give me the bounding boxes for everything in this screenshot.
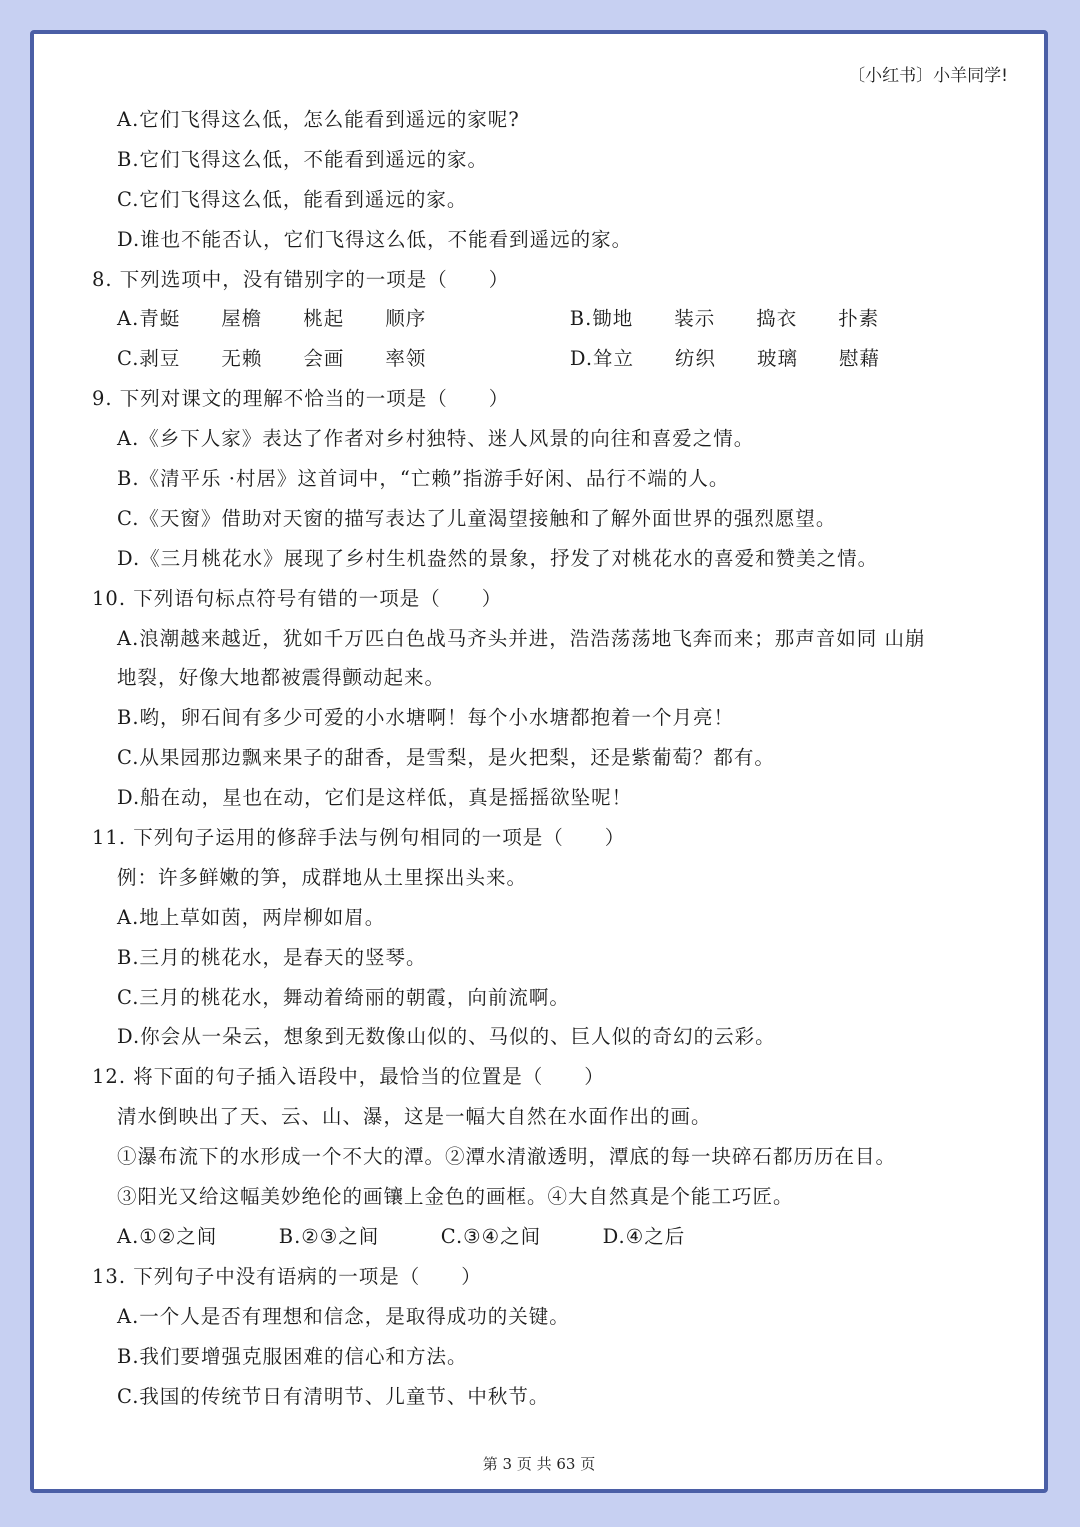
example-line: 例：许多鲜嫩的笋，成群地从土里探出头来。 <box>117 865 528 889</box>
option-line: A.浪潮越来越近，犹如千万匹白色战马齐头并进，浩浩荡荡地飞奔而来；那声音如同 山崩 <box>117 626 926 650</box>
option-line: C.从果园那边飘来果子的甜香，是雪梨，是火把梨，还是紫葡萄？都有。 <box>117 746 775 770</box>
option-line: D.《三月桃花水》展现了乡村生机盎然的景象，抒发了对桃花水的喜爱和赞美之情。 <box>117 546 879 570</box>
question-8: 8. 下列选项中，没有错别字的一项是（ ） <box>92 267 510 291</box>
option-line: C.三月的桃花水，舞动着绮丽的朝霞，向前流啊。 <box>117 985 570 1009</box>
option-line: B.我们要增强克服困难的信心和方法。 <box>117 1344 468 1368</box>
question-10: 10. 下列语句标点符号有错的一项是（ ） <box>92 586 503 610</box>
option-line: B.三月的桃花水，是春天的竖琴。 <box>117 945 427 969</box>
option-line: C.我国的传统节日有清明节、儿童节、中秋节。 <box>117 1384 550 1408</box>
option-line: D.船在动，星也在动，它们是这样低，真是摇摇欲坠呢！ <box>117 786 633 810</box>
question-9: 9. 下列对课文的理解不恰当的一项是（ ） <box>92 387 510 411</box>
option-line: B.哟，卵石间有多少可爱的小水塘啊！每个小水塘都抱着一个月亮！ <box>117 706 735 730</box>
option-line: D.谁也不能否认，它们飞得这么低，不能看到遥远的家。 <box>117 227 633 251</box>
passage-line: 清水倒映出了天、云、山、瀑，这是一幅大自然在水面作出的画。 <box>117 1105 712 1129</box>
option-line: A.①②之间 B.②③之间 C.③④之间 D.④之后 <box>117 1224 686 1248</box>
question-13: 13. 下列句子中没有语病的一项是（ ） <box>92 1264 482 1288</box>
option-line: D.你会从一朵云，想象到无数像山似的、马似的、巨人似的奇幻的云彩。 <box>117 1025 776 1049</box>
option-line: C.《天窗》借助对天窗的描写表达了儿童渴望接触和了解外面世界的强烈愿望。 <box>117 506 837 530</box>
option-line: B.它们飞得这么低，不能看到遥远的家。 <box>117 147 489 171</box>
source-tag: 〔小红书〕小羊同学! <box>848 66 1008 86</box>
option-line: A.一个人是否有理想和信念，是取得成功的关键。 <box>117 1304 570 1328</box>
option-line: C.剥豆 无赖 会画 率领 D.耸立 纺织 玻璃 慰藉 <box>117 347 881 371</box>
option-line: B.《清平乐 ·村居》这首词中，“亡赖”指游手好闲、品行不端的人。 <box>117 467 730 491</box>
option-line: A.地上草如茵，两岸柳如眉。 <box>117 905 386 929</box>
option-line: A.青蜓 屋檐 桃起 顺序 B.锄地 装示 捣衣 扑素 <box>117 307 880 331</box>
page-number: 第 3 页 共 63 页 <box>482 1455 596 1473</box>
option-line: A.它们飞得这么低，怎么能看到遥远的家呢? <box>117 108 520 131</box>
passage-line: ③阳光又给这幅美妙绝伦的画镶上金色的画框。④大自然真是个能工巧匠。 <box>117 1185 794 1209</box>
passage-line: ①瀑布流下的水形成一个不大的潭。②潭水清澈透明，潭底的每一块碎石都历历在目。 <box>117 1145 897 1169</box>
question-12: 12. 将下面的句子插入语段中，最恰当的位置是（ ） <box>92 1065 605 1089</box>
option-line: A.《乡下人家》表达了作者对乡村独特、迷人风景的向往和喜爱之情。 <box>117 427 755 451</box>
option-line: 地裂，好像大地都被震得颤动起来。 <box>117 666 446 690</box>
option-line: C.它们飞得这么低，能看到遥远的家。 <box>117 187 468 211</box>
question-11: 11. 下列句子运用的修辞手法与例句相同的一项是（ ） <box>92 826 626 850</box>
question-list <box>92 100 1004 1416</box>
page-frame <box>30 30 1048 1493</box>
